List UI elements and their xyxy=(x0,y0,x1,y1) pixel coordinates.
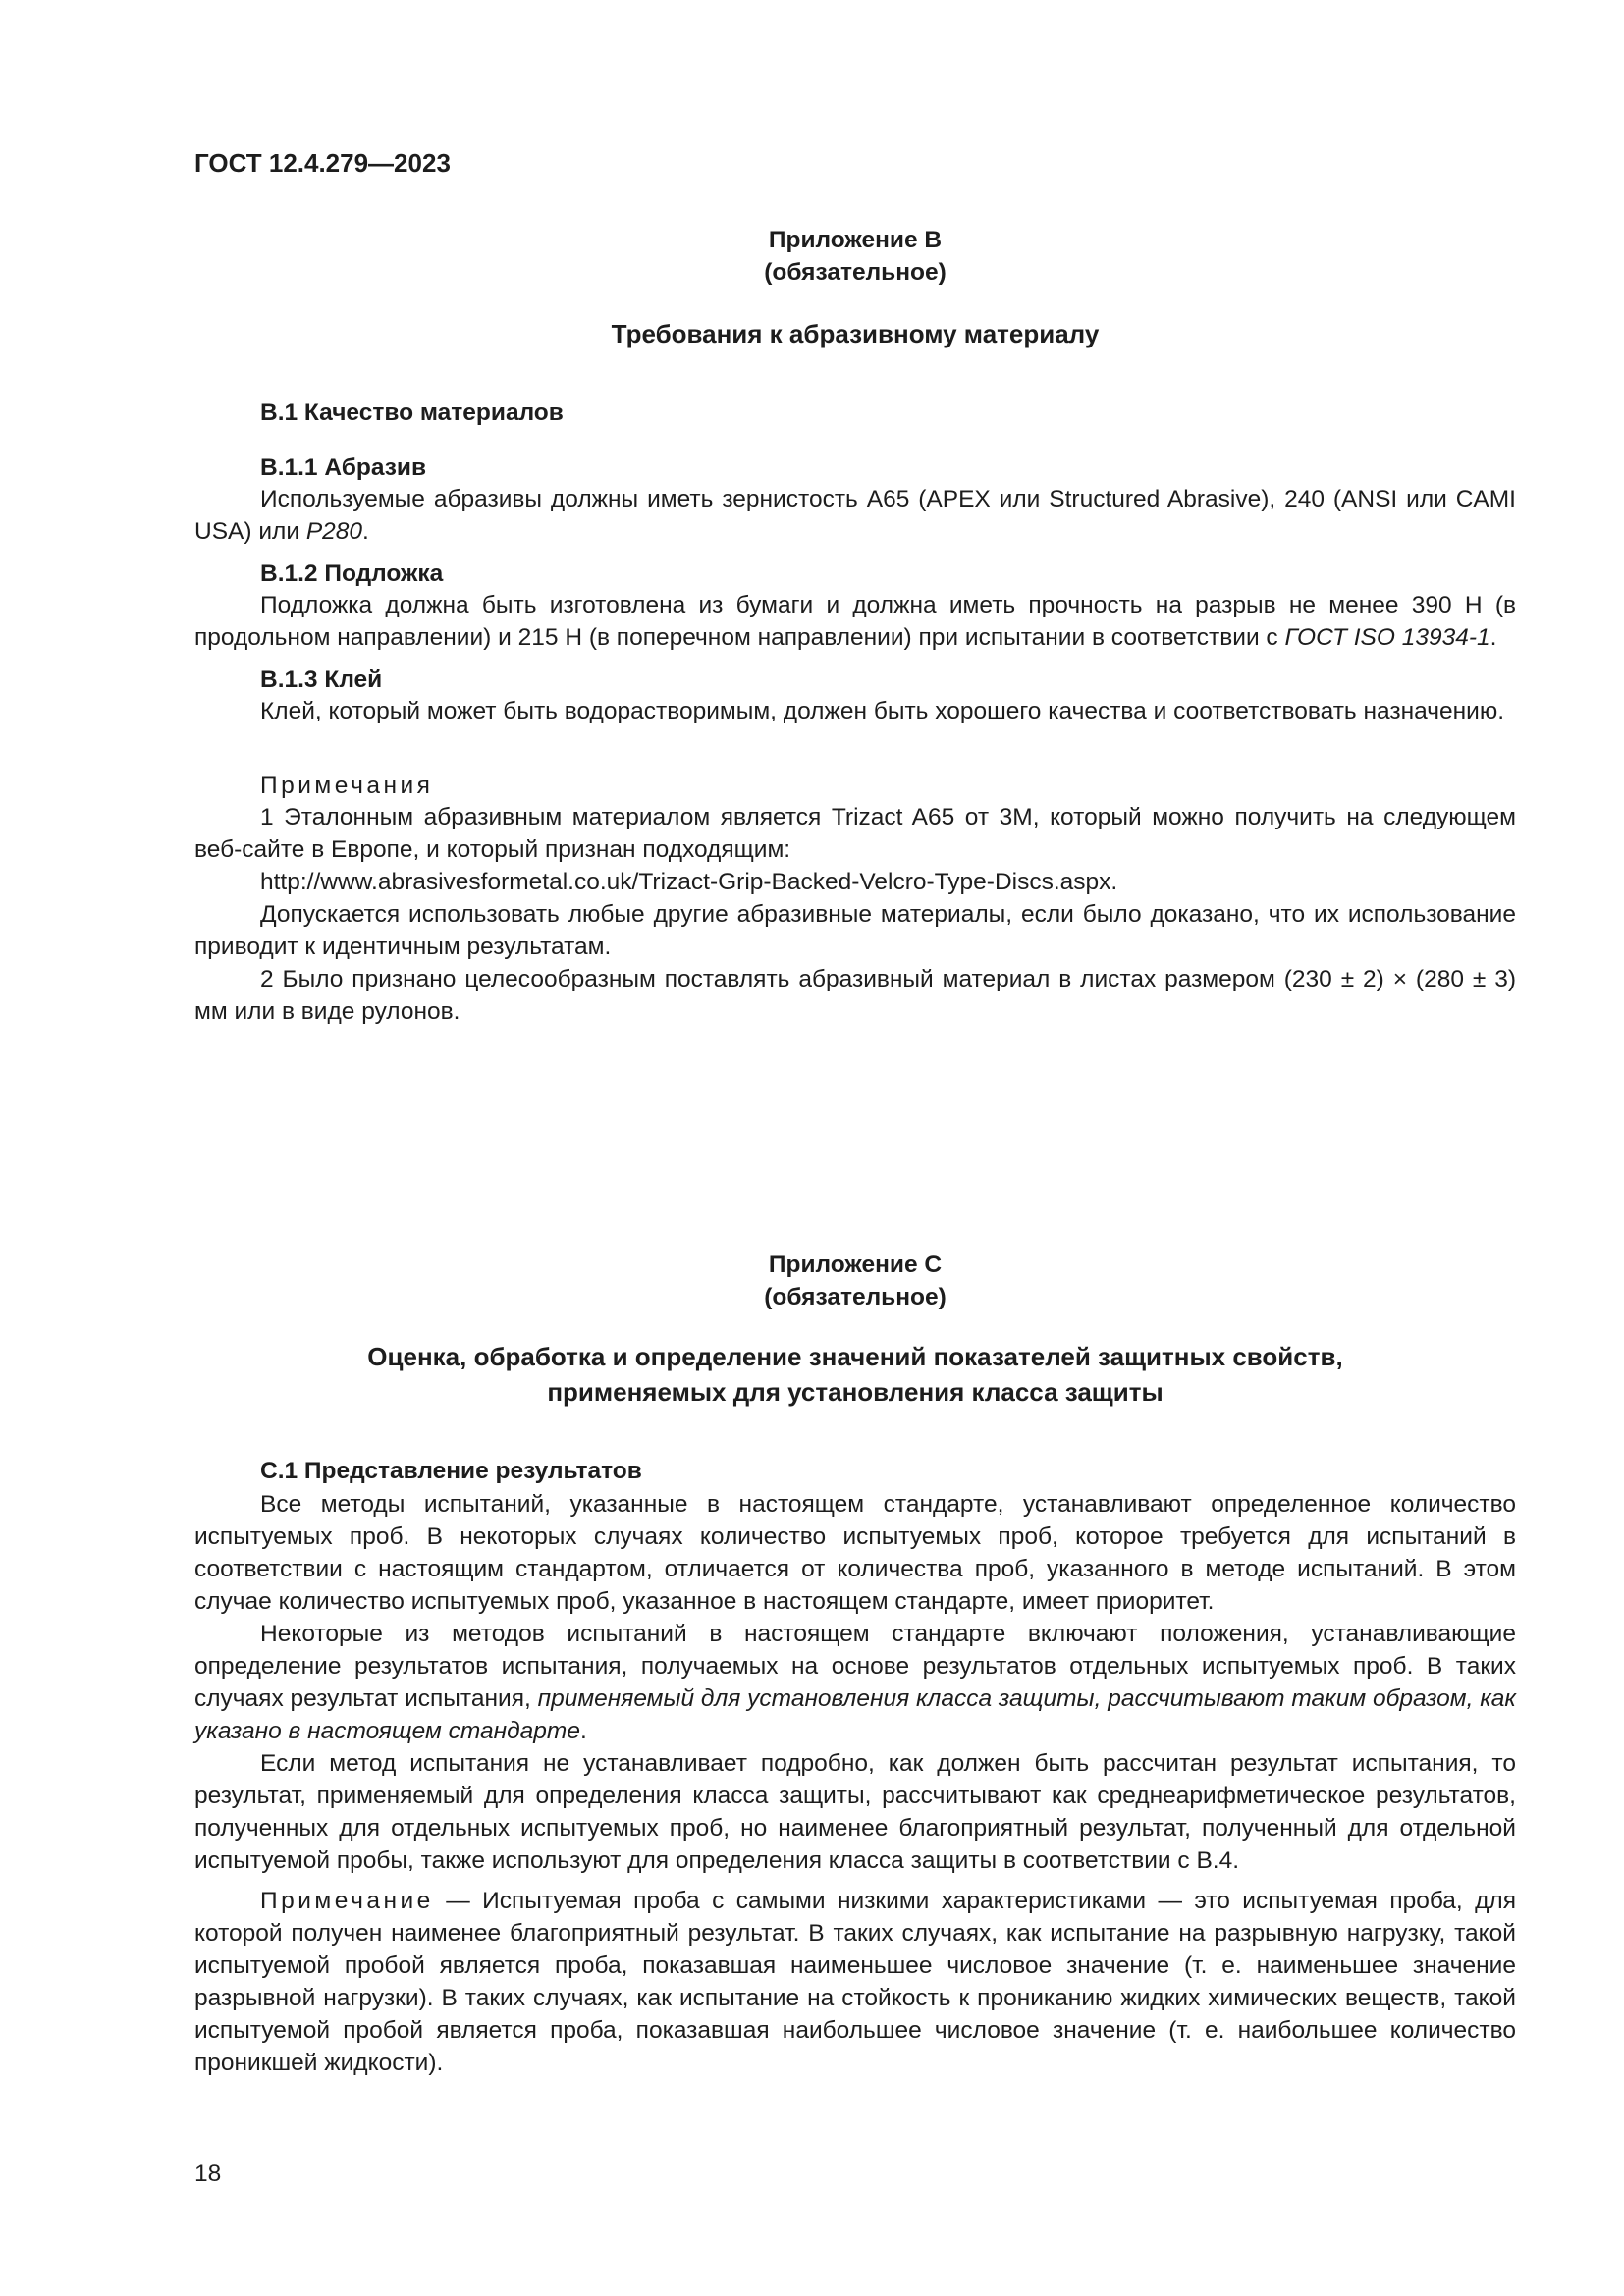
annex-b-heading: Требования к абразивному материалу xyxy=(611,319,1100,348)
section-c1-paragraph-1: Все методы испытаний, указанные в настоящем стандарте, устанавливают определенное количество испытуемых проб. В некоторых случаях количество испытуемых проб, которое требуется для испытаний в соответствии с настоящим стандартом, отличается от количества проб, указанного в методе испытаний. В этом случае количество испытуемых проб, указанное в настоящем стандарте, имеет приоритет. xyxy=(194,1491,1516,1615)
annex-b-header xyxy=(194,224,1516,289)
note-1: 1 Эталонным абразивным материалом является Trizact A65 от 3M, который можно получить на следующем веб-сайте в Европе, и который признан подходящим: xyxy=(194,804,1516,863)
section-c1-note: Примечание — Испытуемая проба с самыми низкими характеристиками — это испытуемая проба, для которой получен наименее благоприятный результат. В таких случаях, как испытание на разрывную нагрузку, такой испытуемой пробой является проба, показавшая наименьшее числовое значение (т. е. наименьшее значение разрывной нагрузки). В таких случаях, как испытание на стойкость к прониканию жидких химических веществ, такой испытуемой пробой является проба, показавшая наибольшее числовое значение (т. е. наибольшее количество проникшей жидкости). xyxy=(194,1888,1516,2076)
note-1-url: http://www.abrasivesformetal.co.uk/Trizact-Grip-Backed-Velcro-Type-Discs.aspx. xyxy=(260,869,1118,895)
section-b13-text: Клей, который может быть водорастворимым, должен быть хорошего качества и соответствовать назначению. xyxy=(260,698,1505,724)
annex-c-heading-line-1: Оценка, обработка и определение значений показателей защитных свойств, xyxy=(367,1342,1343,1371)
section-b11-text: Используемые абразивы должны иметь зернистость А65 (APEX или Structured Abrasive), 240 (ANSI или CAMI USA) или Р280. xyxy=(194,486,1516,545)
grit-designation: Р280 xyxy=(305,518,363,545)
section-c1-paragraph-3: Если метод испытания не устанавливает подробно, как должен быть рассчитан результат испытания, то результат, применяемый для определения класса защиты, рассчитывают как среднеарифметическое результатов, полученных для отдельных испытуемых проб, но наименее благоприятный результат, полученный для отдельной испытуемой пробы, также используют для определения класса защиты в соответствии с В.4. xyxy=(194,1750,1516,1874)
section-b12-title: В.1.2 Подложка xyxy=(260,561,444,587)
section-b1-title: В.1 Качество материалов xyxy=(260,400,564,426)
annex-c-header xyxy=(194,1249,1516,1313)
annex-b-status: (обязательное) xyxy=(764,259,947,286)
italic-clause: применяемый для установления класса защиты, рассчитывают таким образом, как указано в настоящем стандарте xyxy=(194,1685,1516,1744)
section-b13-title: В.1.3 Клей xyxy=(260,667,383,693)
annex-c-status: (обязательное) xyxy=(764,1284,947,1310)
section-b12-text: Подложка должна быть изготовлена из бумаги и должна иметь прочность на разрыв не менее 390 Н (в продольном направлении) и 215 Н (в поперечном направлении) при испытании в соответствии с ГОСТ ISO 13934-1. xyxy=(194,592,1516,651)
document-id: ГОСТ 12.4.279—2023 xyxy=(194,148,451,178)
annex-c-title: Приложение С xyxy=(768,1252,943,1278)
page-number: 18 xyxy=(194,2161,222,2187)
annex-c-heading-line-2: применяемых для установления класса защиты xyxy=(547,1377,1164,1407)
annex-c-heading xyxy=(194,1339,1516,1410)
notes-label: Примечания xyxy=(260,773,434,799)
note-label: Примечание xyxy=(260,1888,434,1914)
note-2: 2 Было признано целесообразным поставлять абразивный материал в листах размером (230 ± 2) × (280 ± 3) мм или в виде рулонов. xyxy=(194,966,1516,1025)
standard-reference: ГОСТ ISO 13934-1 xyxy=(1284,624,1490,651)
section-c1-title: С.1 Представление результатов xyxy=(260,1458,642,1484)
note-1-extra: Допускается использовать любые другие абразивные материалы, если было доказано, что их использование приводит к идентичным результатам. xyxy=(194,901,1516,960)
section-c1-paragraph-2: Некоторые из методов испытаний в настоящем стандарте включают положения, устанавливающие определение результатов испытания, получаемых на основе результатов отдельных испытуемых проб. В таких случаях результат испытания, применяемый для установления класса защиты, рассчитывают таким образом, как указано в настоящем стандарте. xyxy=(194,1621,1516,1744)
annex-b-title: Приложение В xyxy=(768,227,943,253)
section-b11-title: В.1.1 Абразив xyxy=(260,454,427,481)
